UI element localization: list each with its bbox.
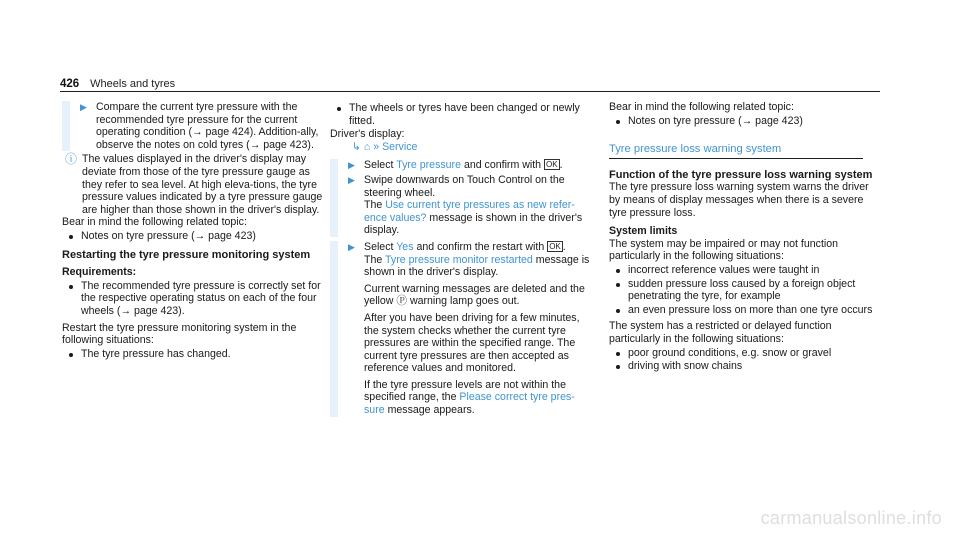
instruction-step: ▶ Select Tyre pressure and confirm with OK .	[348, 159, 563, 172]
section-title: Wheels and tyres	[90, 78, 176, 90]
paragraph: The system may be impaired or may not function particularly in the following situations:	[609, 237, 839, 263]
home-icon: ⌂	[363, 140, 371, 153]
return-arrow-icon: ↳	[352, 140, 361, 153]
list-item: sudden pressure loss caused by a foreign object penetrating the tyre, for example	[609, 278, 879, 303]
paragraph: If the tyre pressure levels are not within the specified range, the Please correct tyre pres-sure message appears.	[364, 378, 575, 417]
drivers-display-label: Driver's display:	[330, 128, 405, 141]
limits-heading: System limits	[609, 225, 678, 238]
paragraph: After you have been driving for a few minutes, the system checks whether the current tyre pressures are within the specified range. The current tyre pressures are then accepted as reference values and monitored.	[364, 311, 580, 375]
list-item: Notes on tyre pressure (→ page 423)	[609, 115, 879, 128]
watermark: carmanualsonline.info	[760, 508, 942, 529]
related-topic-text: Bear in mind the following related topic:	[609, 101, 794, 113]
step-block	[330, 159, 592, 237]
bullet-icon	[616, 309, 620, 313]
service-menu-label: Service	[382, 140, 418, 153]
list-item: The tyre pressure has changed.	[62, 348, 324, 361]
tyre-warning-lamp-icon: Ⓟ	[396, 295, 407, 308]
chapter-heading: Tyre pressure loss warning system	[609, 143, 863, 159]
section-heading: Restarting the tyre pressure monitoring system	[62, 248, 311, 261]
restart-text: Restart the tyre pressure monitoring system in the following situations:	[62, 321, 297, 347]
bullet-icon	[616, 352, 620, 356]
paragraph: Current warning messages are deleted and the yellow Ⓟ warning lamp goes out.	[364, 282, 585, 308]
step-block	[62, 101, 324, 151]
column-right	[609, 101, 879, 374]
bullet-icon	[69, 353, 73, 357]
function-heading: Function of the tyre pressure loss warning system	[609, 168, 873, 181]
instruction-step: ▶ Compare the current tyre pressure with the recommended tyre pressure for the current operating condition (→ page 424). Addition-ally, observe the notes on cold tyres (→ page 423).	[80, 101, 319, 151]
step-arrow-icon: ▶	[348, 160, 355, 171]
info-icon: ⓘ	[65, 152, 78, 167]
list-item: incorrect reference values were taught in	[609, 264, 879, 277]
ok-key-icon: OK	[546, 160, 558, 170]
bullet-icon	[69, 235, 73, 239]
column-middle	[330, 101, 592, 417]
list-item: The recommended tyre pressure is correctly set for the respective operating status on each of the four wheels (→ page 423).	[62, 280, 324, 318]
bullet-icon	[616, 365, 620, 369]
list-item: The wheels or tyres have been changed or newly fitted.	[330, 102, 592, 127]
bullet-icon	[337, 107, 341, 111]
bullet-icon	[616, 283, 620, 287]
double-chevron-icon: »	[373, 140, 380, 153]
list-item: poor ground conditions, e.g. snow or gravel	[609, 347, 879, 360]
instruction-step: ▶ Select Yes and confirm the restart with OK . The Tyre pressure monitor restarted message is shown in the driver's display.	[348, 240, 590, 279]
paragraph: The system has a restricted or delayed function particularly in the following situations:	[609, 320, 832, 345]
bullet-icon	[616, 269, 620, 273]
paragraph: The tyre pressure loss warning system warns the driver by means of display messages when there is a severe tyre pressure loss.	[609, 181, 869, 219]
bullet-icon	[616, 120, 620, 124]
list-item: an even pressure loss on more than one tyre occurs	[609, 304, 879, 317]
step-arrow-icon: ▶	[80, 102, 87, 112]
ok-key-icon: OK	[549, 241, 561, 251]
step-block	[330, 241, 592, 417]
page-header	[60, 78, 175, 92]
step-arrow-icon: ▶	[348, 174, 355, 185]
column-left	[62, 101, 324, 361]
header-rule	[60, 91, 880, 92]
list-item: Notes on tyre pressure (→ page 423)	[62, 230, 324, 243]
instruction-step: ▶ Swipe downwards on Touch Control on the steering wheel. The Use current tyre pressures as new refer-ence values? message is shown in the driver's display.	[348, 173, 583, 237]
page-number: 426	[60, 78, 80, 90]
related-topic-text: Bear in mind the following related topic:	[62, 216, 247, 229]
menu-path	[352, 141, 592, 154]
step-arrow-icon: ▶	[348, 241, 355, 252]
list-item: driving with snow chains	[609, 360, 879, 373]
info-note: ⓘ The values displayed in the driver's display may deviate from those of the tyre pressure gauge as they refer to sea level. At high eleva-tions, the tyre pressure values indicated by a tyre pressure gauge are higher than those shown in the driver's display.	[65, 152, 323, 216]
bullet-icon	[69, 285, 73, 289]
requirements-heading: Requirements:	[62, 266, 137, 279]
